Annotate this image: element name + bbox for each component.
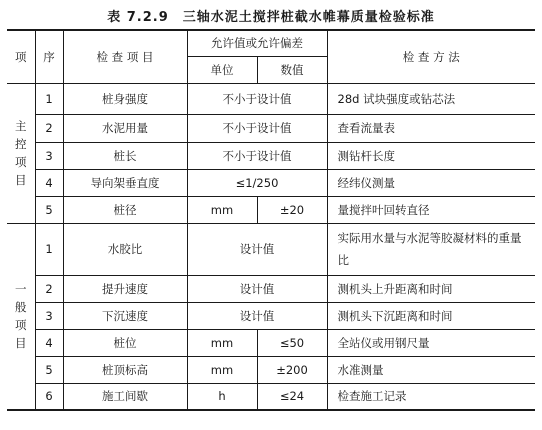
row-seq: 3 <box>35 142 63 169</box>
row-seq: 3 <box>35 302 63 329</box>
row-seq: 5 <box>35 356 63 383</box>
row-item: 桩顶标高 <box>63 356 187 383</box>
table-title: 三轴水泥土搅拌桩截水帷幕质量检验标准 <box>182 10 435 25</box>
row-value: ±20 <box>257 196 327 223</box>
row-allowance: 不小于设计值 <box>187 142 327 169</box>
row-seq: 6 <box>35 383 63 410</box>
row-method: 检查施工记录 <box>327 383 535 410</box>
table-row <box>7 223 535 275</box>
table-row <box>7 114 535 142</box>
row-method: 水准测量 <box>327 356 535 383</box>
header-check-item: 检 查 项 目 <box>63 30 187 83</box>
header-unit: 单位 <box>187 56 257 83</box>
row-unit: mm <box>187 196 257 223</box>
table-row <box>7 302 535 329</box>
row-allowance: 不小于设计值 <box>187 83 327 114</box>
row-allowance: ≤1/250 <box>187 169 327 196</box>
header-value: 数值 <box>257 56 327 83</box>
row-allowance: 设计值 <box>187 223 327 275</box>
row-method: 测机头下沉距离和时间 <box>327 302 535 329</box>
table-row <box>7 275 535 302</box>
table-row <box>7 329 535 356</box>
table-row <box>7 196 535 223</box>
row-unit: h <box>187 383 257 410</box>
row-method: 经纬仪测量 <box>327 169 535 196</box>
table-row <box>7 383 535 410</box>
row-method: 实际用水量与水泥等胶凝材料的重量比 <box>327 223 535 275</box>
row-seq: 4 <box>35 169 63 196</box>
table-caption <box>0 6 542 25</box>
row-seq: 1 <box>35 223 63 275</box>
row-seq: 4 <box>35 329 63 356</box>
row-allowance: 设计值 <box>187 302 327 329</box>
row-seq: 5 <box>35 196 63 223</box>
row-unit: mm <box>187 329 257 356</box>
row-value: ±200 <box>257 356 327 383</box>
table-row <box>7 83 535 114</box>
row-allowance: 不小于设计值 <box>187 114 327 142</box>
header-item: 项 <box>7 30 35 83</box>
row-method: 测钻杆长度 <box>327 142 535 169</box>
quality-standard-table <box>7 29 535 411</box>
row-method: 量搅拌叶回转直径 <box>327 196 535 223</box>
group-label-main: 主控项目 <box>7 83 35 223</box>
table-row <box>7 169 535 196</box>
row-method: 测机头上升距离和时间 <box>327 275 535 302</box>
row-method: 全站仪或用钢尺量 <box>327 329 535 356</box>
table-number: 表 7.2.9 <box>107 10 169 25</box>
row-item: 水泥用量 <box>63 114 187 142</box>
header-allowance: 允许值或允许偏差 <box>187 30 327 56</box>
row-item: 提升速度 <box>63 275 187 302</box>
table-row <box>7 356 535 383</box>
row-item: 桩长 <box>63 142 187 169</box>
row-seq: 1 <box>35 83 63 114</box>
header-row <box>7 30 535 56</box>
row-item: 桩径 <box>63 196 187 223</box>
row-unit: mm <box>187 356 257 383</box>
row-item: 桩位 <box>63 329 187 356</box>
row-seq: 2 <box>35 275 63 302</box>
row-item: 下沉速度 <box>63 302 187 329</box>
row-item: 桩身强度 <box>63 83 187 114</box>
row-method: 查看流量表 <box>327 114 535 142</box>
row-item: 水胶比 <box>63 223 187 275</box>
row-seq: 2 <box>35 114 63 142</box>
header-seq: 序 <box>35 30 63 83</box>
row-item: 施工间歇 <box>63 383 187 410</box>
header-method: 检 查 方 法 <box>327 30 535 83</box>
row-value: ≤50 <box>257 329 327 356</box>
table-row <box>7 142 535 169</box>
row-item: 导向架垂直度 <box>63 169 187 196</box>
row-method: 28d 试块强度或钻芯法 <box>327 83 535 114</box>
row-allowance: 设计值 <box>187 275 327 302</box>
row-value: ≤24 <box>257 383 327 410</box>
group-label-general: 一般项目 <box>7 223 35 410</box>
